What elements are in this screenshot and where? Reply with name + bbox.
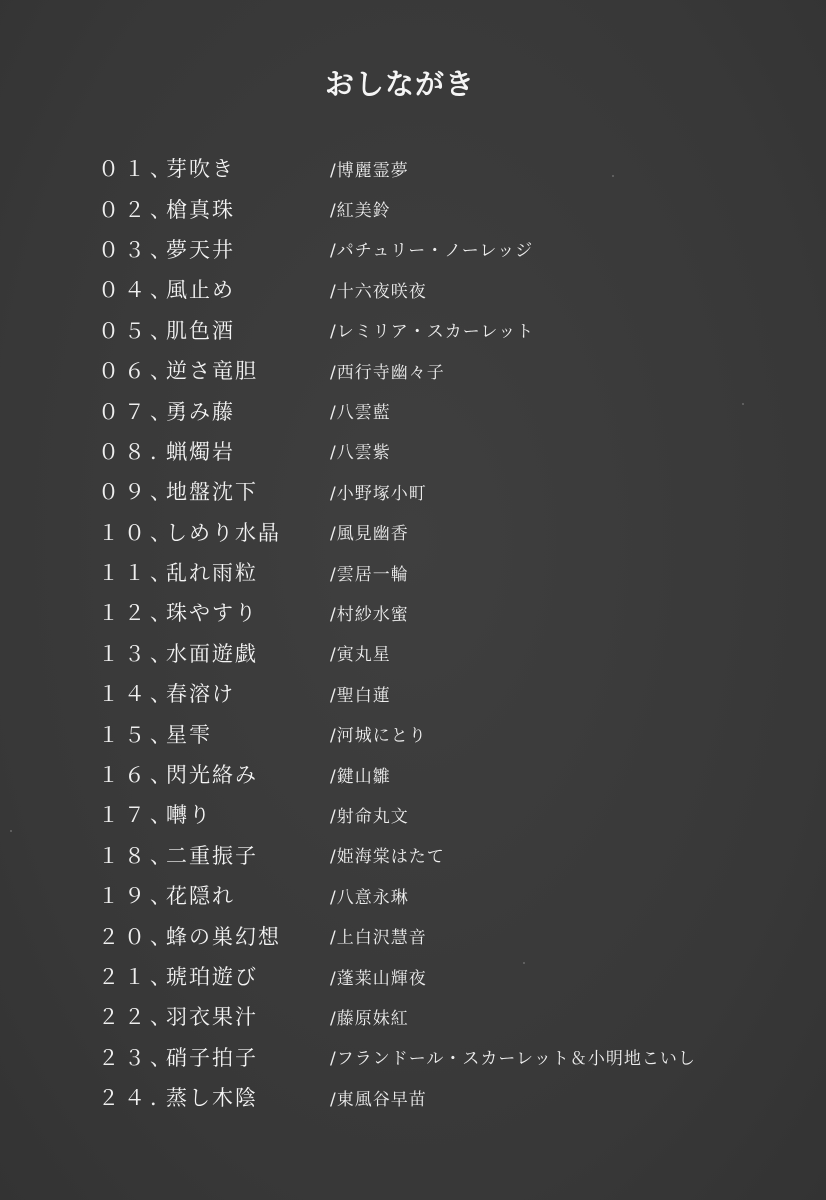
track-title: 春溶け bbox=[166, 682, 235, 707]
page-title: おしながき bbox=[324, 67, 475, 101]
track-row bbox=[98, 350, 798, 390]
track-artist: /西行寺幽々子 bbox=[330, 362, 445, 383]
track-artist: /八雲紫 bbox=[330, 443, 391, 464]
track-row bbox=[98, 673, 798, 713]
track-title: 二重振子 bbox=[166, 843, 258, 868]
track-number: １８、 bbox=[98, 843, 176, 868]
track-title: 囀り bbox=[166, 803, 212, 828]
track-title: 蜂の巣幻想 bbox=[166, 924, 281, 949]
track-title: 逆さ竜胆 bbox=[166, 359, 258, 384]
track-title: 芽吹き bbox=[166, 157, 235, 182]
track-title: 星雫 bbox=[166, 722, 212, 747]
track-row bbox=[98, 875, 798, 915]
track-artist: /東風谷早苗 bbox=[330, 1089, 427, 1110]
track-number: １４、 bbox=[98, 682, 176, 707]
track-artist: /河城にとり bbox=[330, 726, 427, 747]
track-artist: /聖白蓮 bbox=[330, 685, 391, 706]
track-artist: /紅美鈴 bbox=[330, 201, 391, 222]
track-artist: /藤原妹紅 bbox=[330, 1008, 409, 1029]
track-number: ０９、 bbox=[98, 480, 176, 505]
track-number: １２、 bbox=[98, 601, 176, 626]
track-row bbox=[98, 633, 798, 673]
track-title: 蒸し木陰 bbox=[166, 1086, 258, 1111]
track-artist: /上白沢慧音 bbox=[330, 928, 427, 949]
track-title: 硝子拍子 bbox=[166, 1045, 258, 1070]
track-row bbox=[98, 835, 798, 875]
track-number: ０４、 bbox=[98, 278, 176, 303]
track-row bbox=[98, 1077, 798, 1117]
track-number: １１、 bbox=[98, 561, 176, 586]
track-row bbox=[98, 188, 798, 228]
track-artist: /射命丸文 bbox=[330, 806, 409, 827]
track-title: 花隠れ bbox=[166, 884, 235, 909]
track-row bbox=[98, 713, 798, 753]
track-number: ２２、 bbox=[98, 1005, 176, 1030]
track-artist: /パチュリー・ノーレッジ bbox=[330, 241, 534, 262]
track-title: 乱れ雨粒 bbox=[166, 561, 258, 586]
track-row bbox=[98, 956, 798, 996]
track-row bbox=[98, 996, 798, 1036]
track-artist: /十六夜咲夜 bbox=[330, 281, 427, 302]
track-number: ０３、 bbox=[98, 237, 176, 262]
track-artist: /村紗水蜜 bbox=[330, 604, 409, 625]
track-title: しめり水晶 bbox=[166, 520, 281, 545]
track-artist: /小野塚小町 bbox=[330, 483, 427, 504]
track-number: １３、 bbox=[98, 641, 176, 666]
track-title: 琥珀遊び bbox=[166, 965, 258, 989]
track-title: 勇み藤 bbox=[166, 399, 235, 424]
track-title: 肌色酒 bbox=[166, 318, 235, 343]
track-row bbox=[98, 471, 798, 511]
track-title: 風止め bbox=[166, 278, 235, 303]
track-artist: /八意永琳 bbox=[330, 887, 409, 908]
track-number: ２１、 bbox=[98, 965, 176, 989]
track-number: ０５、 bbox=[98, 318, 176, 343]
track-artist: /鍵山雛 bbox=[330, 766, 391, 787]
track-number: ０７、 bbox=[98, 399, 176, 424]
track-artist: /姫海棠はたて bbox=[330, 847, 445, 868]
track-number: ２４． bbox=[98, 1086, 176, 1111]
track-list bbox=[98, 148, 798, 1117]
track-row bbox=[98, 915, 798, 955]
track-row bbox=[98, 390, 798, 430]
track-title: 地盤沈下 bbox=[166, 480, 258, 505]
track-title: 蝋燭岩 bbox=[166, 439, 235, 464]
track-artist: /八雲藍 bbox=[330, 403, 391, 424]
track-row bbox=[98, 754, 798, 794]
track-title: 槍真珠 bbox=[166, 197, 235, 222]
track-row bbox=[98, 592, 798, 632]
track-number: １６、 bbox=[98, 763, 176, 788]
track-row bbox=[98, 794, 798, 834]
track-title: 羽衣果汁 bbox=[166, 1005, 258, 1030]
track-artist: /雲居一輪 bbox=[330, 564, 409, 585]
track-title: 珠やすり bbox=[166, 601, 258, 626]
track-number: ２０、 bbox=[98, 924, 176, 949]
track-number: １５、 bbox=[98, 722, 176, 747]
track-artist: /蓬莱山輝夜 bbox=[330, 968, 427, 989]
track-title: 夢天井 bbox=[166, 237, 235, 262]
track-number: ０１、 bbox=[98, 157, 176, 182]
track-row bbox=[98, 310, 798, 350]
track-row bbox=[98, 552, 798, 592]
track-row bbox=[98, 1037, 798, 1077]
track-row bbox=[98, 229, 798, 269]
track-artist: /フランドール・スカーレット＆小明地こいし bbox=[330, 1049, 696, 1070]
track-row bbox=[98, 269, 798, 309]
track-artist: /風見幽香 bbox=[330, 524, 409, 545]
track-title: 閃光絡み bbox=[166, 763, 258, 788]
track-number: １７、 bbox=[98, 803, 176, 828]
track-title: 水面遊戯 bbox=[166, 641, 258, 666]
track-row bbox=[98, 148, 798, 188]
track-number: ０８． bbox=[98, 439, 176, 464]
track-number: ０６、 bbox=[98, 359, 176, 384]
track-artist: /レミリア・スカーレット bbox=[330, 322, 535, 343]
track-number: １９、 bbox=[98, 884, 176, 909]
track-number: ０２、 bbox=[98, 197, 176, 222]
print-speck bbox=[10, 830, 12, 832]
track-artist: /寅丸星 bbox=[330, 645, 391, 666]
track-row bbox=[98, 512, 798, 552]
track-number: １０、 bbox=[98, 520, 176, 545]
track-number: ２３、 bbox=[98, 1045, 176, 1070]
track-artist: /博麗霊夢 bbox=[330, 160, 409, 181]
track-row bbox=[98, 431, 798, 471]
